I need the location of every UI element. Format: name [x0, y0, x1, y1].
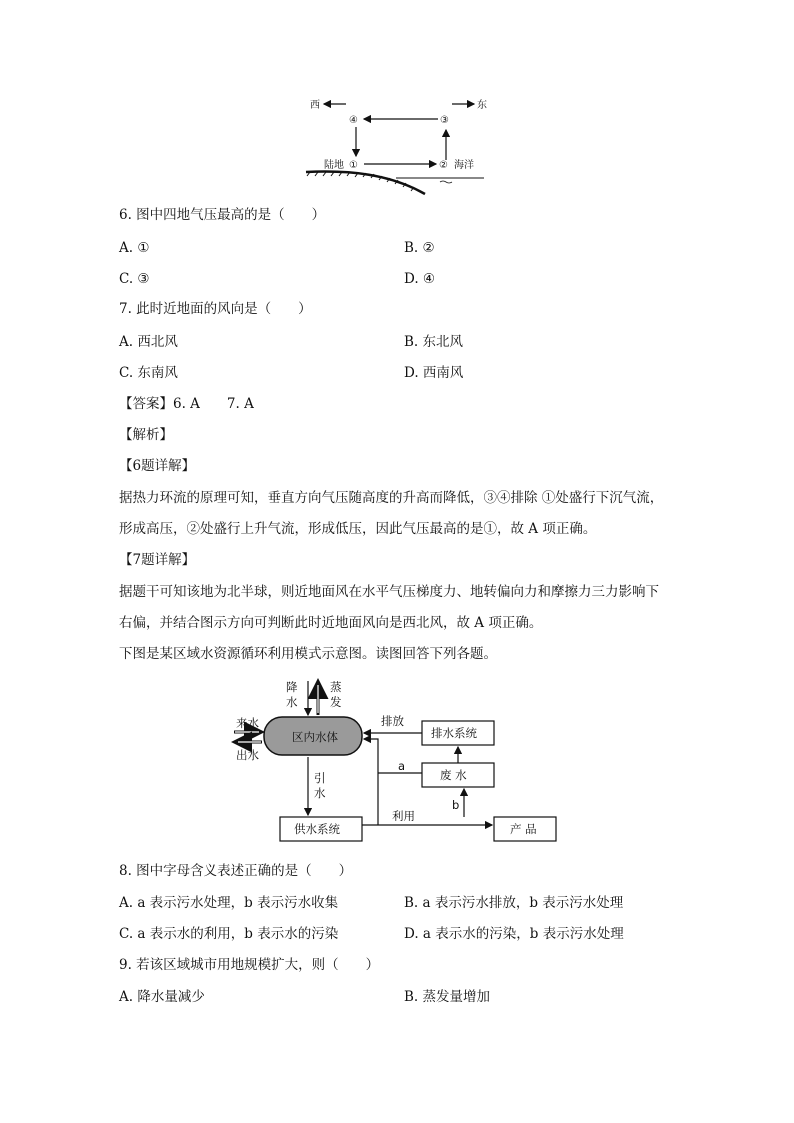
thermal-circulation-diagram [300, 92, 500, 204]
q6-option-a: A. ① [119, 240, 150, 256]
detail-6-line-2: 形成高压，②处盛行上升气流，形成低压，因此气压最高的是①，故 A 项正确。 [119, 521, 597, 537]
q9-stem: 9. 若该区域城市用地规模扩大，则（ ） [119, 957, 380, 973]
q7-stem: 7. 此时近地面的风向是（ ） [119, 301, 312, 317]
drainage-system-label: 排水系统 [431, 726, 477, 740]
east-label: 东 [477, 100, 487, 111]
use-label: 利用 [392, 809, 415, 823]
answer-line: 【答案】6. A 7. A [119, 396, 254, 412]
q9-option-b: B. 蒸发量增加 [404, 989, 491, 1005]
divert-label-1: 引 [314, 771, 326, 785]
detail-6-line-1: 据热力环流的原理可知，垂直方向气压随高度的升高而降低，③④排除 ①处盛行下沉气流， [119, 490, 664, 506]
product-label: 产 品 [510, 822, 537, 836]
q7-option-a: A. 西北风 [119, 334, 178, 350]
point-3: ③ [440, 115, 449, 126]
q8-option-a: A. a 表示污水处理，b 表示污水收集 [119, 895, 339, 911]
q6-option-c: C. ③ [119, 271, 150, 287]
ocean-label: 海洋 [454, 160, 474, 171]
q8-stem: 8. 图中字母含义表述正确的是（ ） [119, 863, 353, 879]
detail-7-line-1: 据题干可知该地为北半球，则近地面风在水平气压梯度力、地转偏向力和摩擦力三力影响下 [119, 584, 659, 600]
a-label: a [398, 759, 406, 773]
outflow-label: 出水 [236, 748, 259, 762]
discharge-label: 排放 [381, 714, 404, 728]
q7-option-d: D. 西南风 [404, 365, 464, 381]
q6-option-d: D. ④ [404, 271, 436, 287]
point-2: ② [439, 160, 448, 171]
detail-7-heading: 【7题详解】 [119, 552, 196, 568]
evap-label-1: 蒸 [330, 680, 342, 694]
q8-option-d: D. a 表示水的污染，b 表示污水处理 [404, 926, 624, 942]
water-body-label: 区内水体 [292, 730, 338, 744]
q7-option-c: C. 东南风 [119, 365, 178, 381]
water-cycle-diagram [226, 675, 566, 847]
b-label: b [452, 798, 460, 812]
divert-label-2: 水 [314, 786, 326, 800]
waste-water-label: 废 水 [440, 768, 467, 782]
precip-label-1: 降 [286, 680, 298, 694]
q6-stem: 6. 图中四地气压最高的是（ ） [119, 207, 326, 223]
precip-label-2: 水 [286, 695, 298, 709]
land-label: 陆地 [324, 160, 344, 171]
analysis-heading: 【解析】 [119, 427, 173, 443]
q8-option-b: B. a 表示污水排放，b 表示污水处理 [404, 895, 624, 911]
a-arrow [364, 739, 378, 773]
q6-option-b: B. ② [404, 240, 435, 256]
q7-option-b: B. 东北风 [404, 334, 464, 350]
sea-wave [440, 181, 452, 183]
evap-label-2: 发 [330, 695, 342, 709]
detail-7-line-2: 右偏，并结合图示方向可判断此时近地面风向是西北风，故 A 项正确。 [119, 615, 543, 631]
west-label: 西 [310, 100, 320, 111]
q8-option-c: C. a 表示水的利用，b 表示水的污染 [119, 926, 339, 942]
supply-system-label: 供水系统 [294, 822, 340, 836]
detail-6-heading: 【6题详解】 [119, 458, 196, 474]
q9-option-a: A. 降水量减少 [119, 989, 205, 1005]
section-intro: 下图是某区域水资源循环利用模式示意图。读图回答下列各题。 [119, 646, 497, 662]
inflow-label: 来水 [236, 716, 259, 730]
point-1: ① [349, 160, 358, 171]
point-4: ④ [349, 115, 358, 126]
